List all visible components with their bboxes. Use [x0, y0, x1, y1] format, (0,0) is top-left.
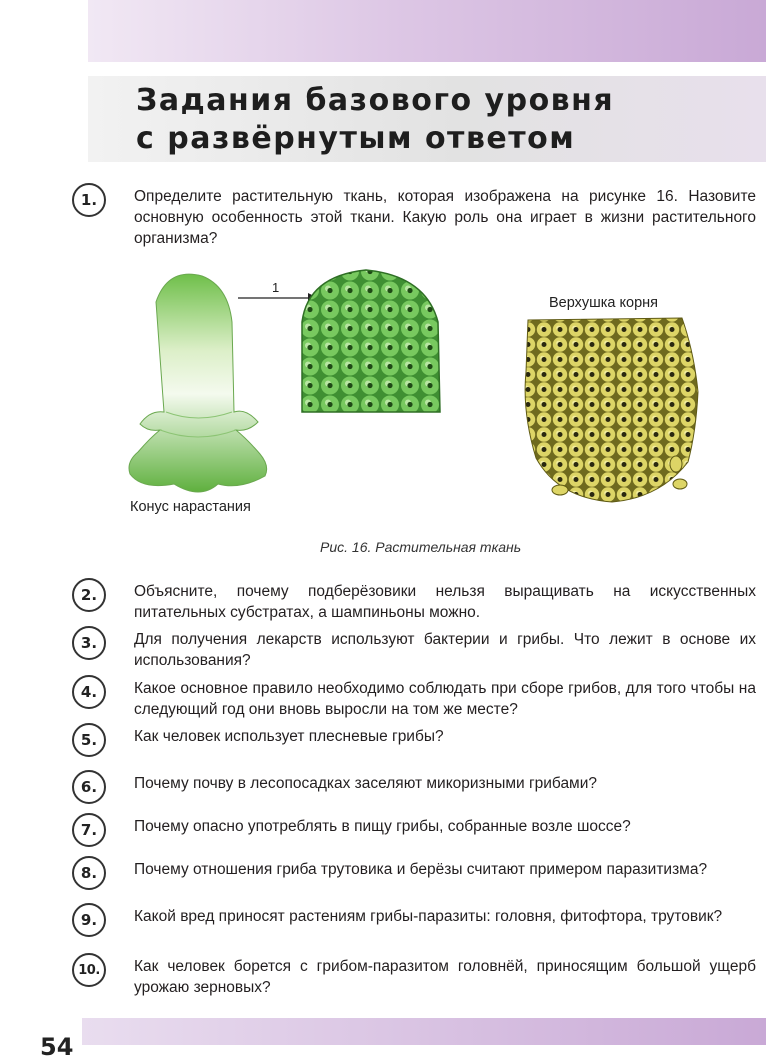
task-text: Почему отношения гриба трутовика и берёзы считают примером паразитизма? [134, 861, 708, 878]
task-text: Определите растительную ткань, которая изображена на рисунке 16. Назовите основную особенность этой ткани. Какую роль она играет в жизни растительного организма? [134, 188, 756, 247]
task-number-badge: 8. [72, 856, 106, 890]
task-number-badge: 3. [72, 626, 106, 660]
task-text: Почему почву в лесопосадках заселяют микоризными грибами? [134, 775, 597, 792]
task-text: Почему опасно употреблять в пищу грибы, собранные возле шоссе? [134, 818, 631, 835]
section-title-line1: Задания базового уровня [136, 83, 615, 118]
section-title [136, 82, 614, 158]
arrow-label: 1 [272, 280, 280, 295]
task-number-badge: 2. [72, 578, 106, 612]
task-number-badge: 5. [72, 723, 106, 757]
footer-band [82, 1018, 766, 1045]
task-number-badge: 10. [72, 953, 106, 987]
header-band [88, 0, 766, 62]
task-number-badge: 1. [72, 183, 106, 217]
growth-cone-label: Конус нарастания [130, 499, 251, 515]
meristem-cells-illustration [302, 270, 440, 412]
task-number-badge: 6. [72, 770, 106, 804]
task-text: Как человек борется с грибом-паразитом головнёй, приносящим большой ущерб урожаю зерновых? [134, 958, 756, 996]
task-text: Какое основное правило необходимо соблюдать при сборе грибов, для того чтобы на следующий год они вновь выросли на том же месте? [134, 680, 756, 718]
section-title-line2: с развёрнутым ответом [136, 121, 576, 156]
growth-cone-illustration [129, 274, 267, 492]
page-number: 54 [40, 1033, 74, 1061]
root-tip-cells-illustration [525, 318, 698, 502]
task-number-badge: 7. [72, 813, 106, 847]
task-text: Объясните, почему подберёзовики нельзя выращивать на искусственных питательных субстратах, а шампиньоны можно. [134, 583, 756, 621]
task-number-badge: 9. [72, 903, 106, 937]
task-text: Для получения лекарств используют бактерии и грибы. Что лежит в основе их использования? [134, 631, 756, 669]
root-tip-label: Верхушка корня [549, 295, 659, 311]
task-text: Какой вред приносят растениям грибы-паразиты: головня, фитофтора, трутовик? [134, 908, 723, 925]
task-text: Как человек использует плесневые грибы? [134, 728, 444, 745]
figure-caption: Рис. 16. Растительная ткань [320, 539, 522, 555]
task-number-badge: 4. [72, 675, 106, 709]
